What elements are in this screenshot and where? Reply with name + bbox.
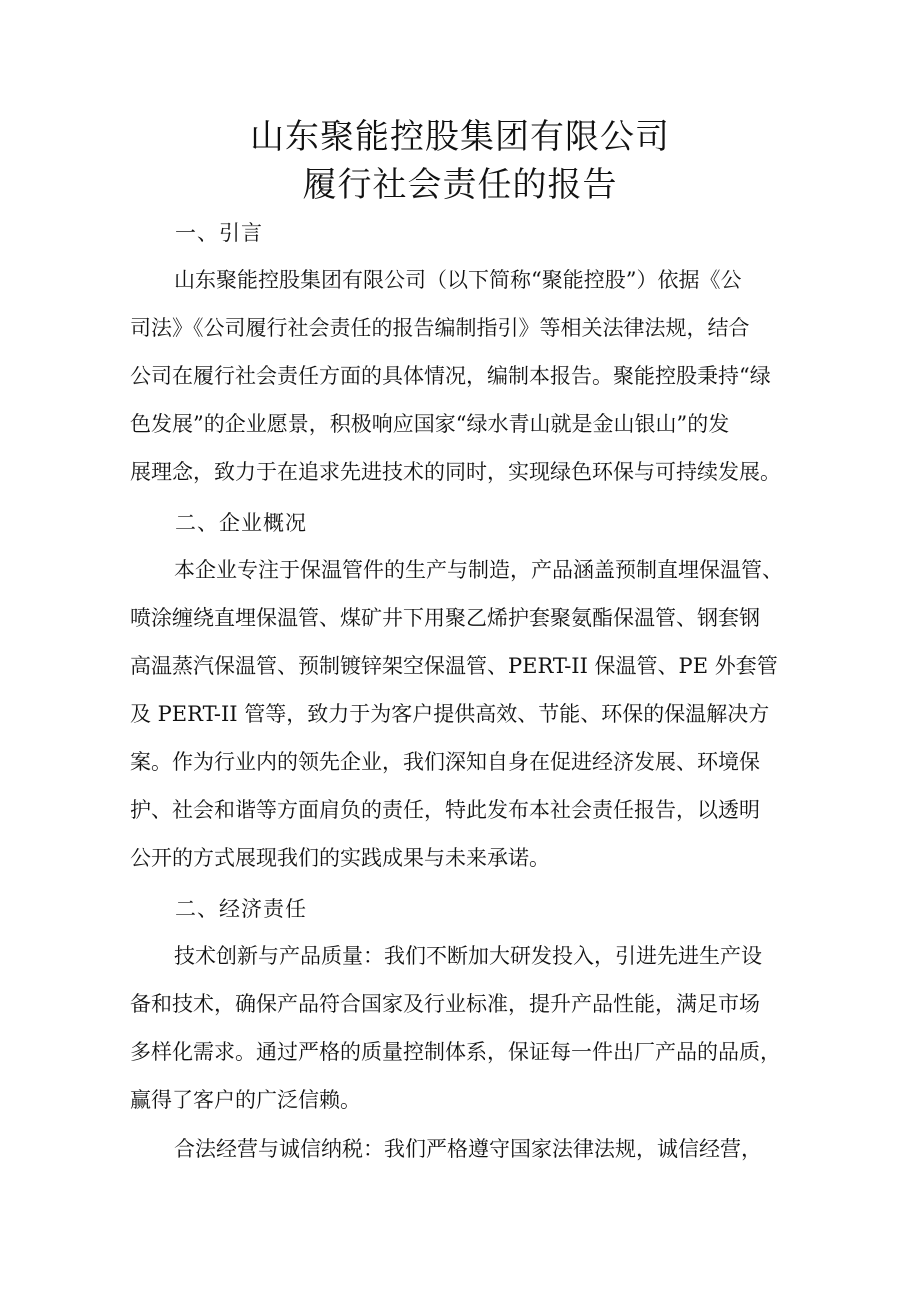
section-heading-economic-responsibility: 二、经济责任 [175, 897, 307, 921]
paragraph-line: 赢得了客户的广泛信赖。 [130, 1088, 361, 1112]
paragraph-line: 公开的方式展现我们的实践成果与未来承诺。 [130, 846, 550, 870]
section-heading-introduction: 一、引言 [175, 221, 263, 245]
paragraph-line: 技术创新与产品质量：我们不断加大研发投入，引进先进生产设 [174, 944, 762, 968]
paragraph-line: 及 PERT-II 管等，致力于为客户提供高效、节能、环保的保温解决方 [130, 702, 770, 726]
paragraph-line: 护、社会和谐等方面肩负的责任，特此发布本社会责任报告，以透明 [130, 798, 760, 822]
section-heading-company-overview: 二、企业概况 [175, 511, 307, 535]
paragraph-line: 多样化需求。通过严格的质量控制体系，保证每一件出厂产品的品质， [130, 1040, 781, 1064]
paragraph-line: 高温蒸汽保温管、预制镀锌架空保温管、PERT-II 保温管、PE 外套管 [130, 654, 778, 678]
paragraph-legal-tax [130, 1125, 790, 1173]
paragraph-line: 展理念，致力于在追求先进技术的同时，实现绿色环保与可持续发展。 [130, 460, 781, 484]
title-line-2: 履行社会责任的报告 [302, 165, 618, 205]
paragraph-line: 山东聚能控股集团有限公司（以下简称“聚能控股”）依据《公 [174, 268, 742, 292]
paragraph-introduction [130, 256, 790, 496]
paragraph-line: 喷涂缠绕直埋保温管、煤矿井下用聚乙烯护套聚氨酯保温管、钢套钢 [130, 606, 760, 630]
paragraph-company-overview [130, 546, 790, 882]
paragraph-line: 本企业专注于保温管件的生产与制造，产品涵盖预制直埋保温管、 [174, 558, 783, 582]
paragraph-line: 司法》《公司履行社会责任的报告编制指引》等相关法律法规，结合 [130, 316, 750, 340]
paragraph-line: 案。作为行业内的领先企业，我们深知自身在促进经济发展、环境保 [130, 750, 760, 774]
paragraph-tech-quality [130, 932, 790, 1124]
paragraph-line: 合法经营与诚信纳税：我们严格遵守国家法律法规，诚信经营， [174, 1137, 762, 1161]
paragraph-line: 备和技术，确保产品符合国家及行业标准，提升产品性能，满足市场 [130, 992, 760, 1016]
paragraph-line: 色发展”的企业愿景，积极响应国家“绿水青山就是金山银山”的发 [130, 412, 730, 436]
paragraph-line: 公司在履行社会责任方面的具体情况，编制本报告。聚能控股秉持“绿 [130, 364, 771, 388]
title-line-1: 山东聚能控股集团有限公司 [250, 117, 670, 157]
